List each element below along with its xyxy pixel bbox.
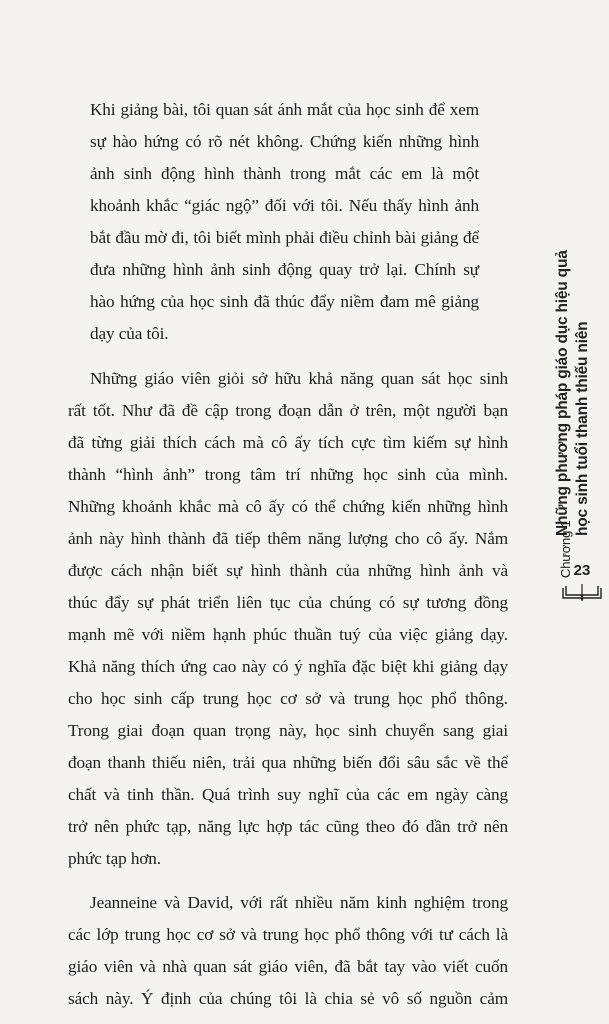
text-line: giáo viên và nhà quan sát giáo viên, đã bắt tay vào viết cuốn (68, 957, 508, 976)
text-line: phức tạp hơn. (68, 849, 161, 868)
text-line: chất và tinh thần. Quá trình suy nghĩ của các em ngày càng (68, 785, 508, 804)
text-line: đoạn thanh thiếu niên, trải qua những biến đổi sâu sắc về thể (68, 753, 508, 772)
text-line: sách này. Ý định của chúng tôi là chia sẻ vô số nguồn cảm (68, 989, 508, 1008)
text-line: rất tốt. Như đã đề cập trong đoạn dẫn ở trên, một người bạn (68, 401, 508, 420)
page-number-badge (561, 558, 603, 602)
text-line: đã từng giải thích cách mà cô ấy tích cực tìm kiếm sự hình (68, 433, 508, 452)
quote-line: đưa những hình ảnh sinh động quay trở lại. Chính sự (90, 260, 479, 279)
text-line: các lớp trung học cơ sở và trung học phổ thông với tư cách là (68, 925, 508, 944)
quote-line: Khi giảng bài, tôi quan sát ánh mắt của học sinh để xem (90, 100, 479, 119)
text-line: cho học sinh cấp trung học cơ sở và trung học phổ thông. (68, 689, 508, 708)
text-line: Những giáo viên giỏi sở hữu khả năng quan sát học sinh (90, 369, 508, 388)
text-line: thành “hình ảnh” trong tâm trí những học sinh của mình. (68, 465, 508, 484)
text-line: được cách nhận biết sự hình thành của những hình ảnh và (68, 561, 508, 580)
chapter-label: Chương 1 (558, 520, 573, 578)
text-line: trở nên phức tạp, năng lực hợp tác cũng theo đó dần trở nên (68, 817, 508, 836)
text-line: Khả năng thích ứng cao này có ý nghĩa đặc biệt khi giảng dạy (68, 657, 508, 676)
quote-line: dạy của tôi. (90, 324, 169, 343)
text-line: mạnh mẽ với niềm hạnh phúc thuần tuý của việc giảng dạy. (68, 625, 508, 644)
running-head (552, 250, 608, 578)
quote-line: bắt đầu mờ đi, tôi biết mình phải điều chỉnh bài giảng để (90, 228, 479, 247)
text-line: ảnh này hình thành đã tiếp thêm năng lượng cho cô ấy. Nắm (68, 529, 508, 548)
quote-line: ảnh sinh động hình thành trong mắt các em là một (90, 164, 479, 183)
text-line: Những khoảnh khắc mà cô ấy có thể chứng kiến những hình (68, 497, 508, 516)
quote-line: hào hứng của học sinh đã thúc đẩy niềm đam mê giảng (90, 292, 479, 311)
text-line: Trong giai đoạn quan trọng này, học sinh chuyển sang giai (68, 721, 508, 740)
page-number: 23 (573, 562, 591, 579)
text-line: thúc đẩy sự phát triển liên tục của chúng có sự tương đồng (68, 593, 508, 612)
text-line: Jeanneine và David, với rất nhiều năm kinh nghiệm trong (90, 893, 508, 912)
quote-line: khoảnh khắc “giác ngộ” đối với tôi. Nếu thấy hình ảnh (90, 196, 479, 215)
chapter-title-line-1: Những phương pháp giáo dục hiệu quả (554, 250, 571, 536)
chapter-title-line-2: học sinh tuổi thanh thiếu niên (574, 321, 591, 536)
quote-line: sự hào hứng có rõ nét không. Chứng kiến những hình (90, 132, 479, 151)
